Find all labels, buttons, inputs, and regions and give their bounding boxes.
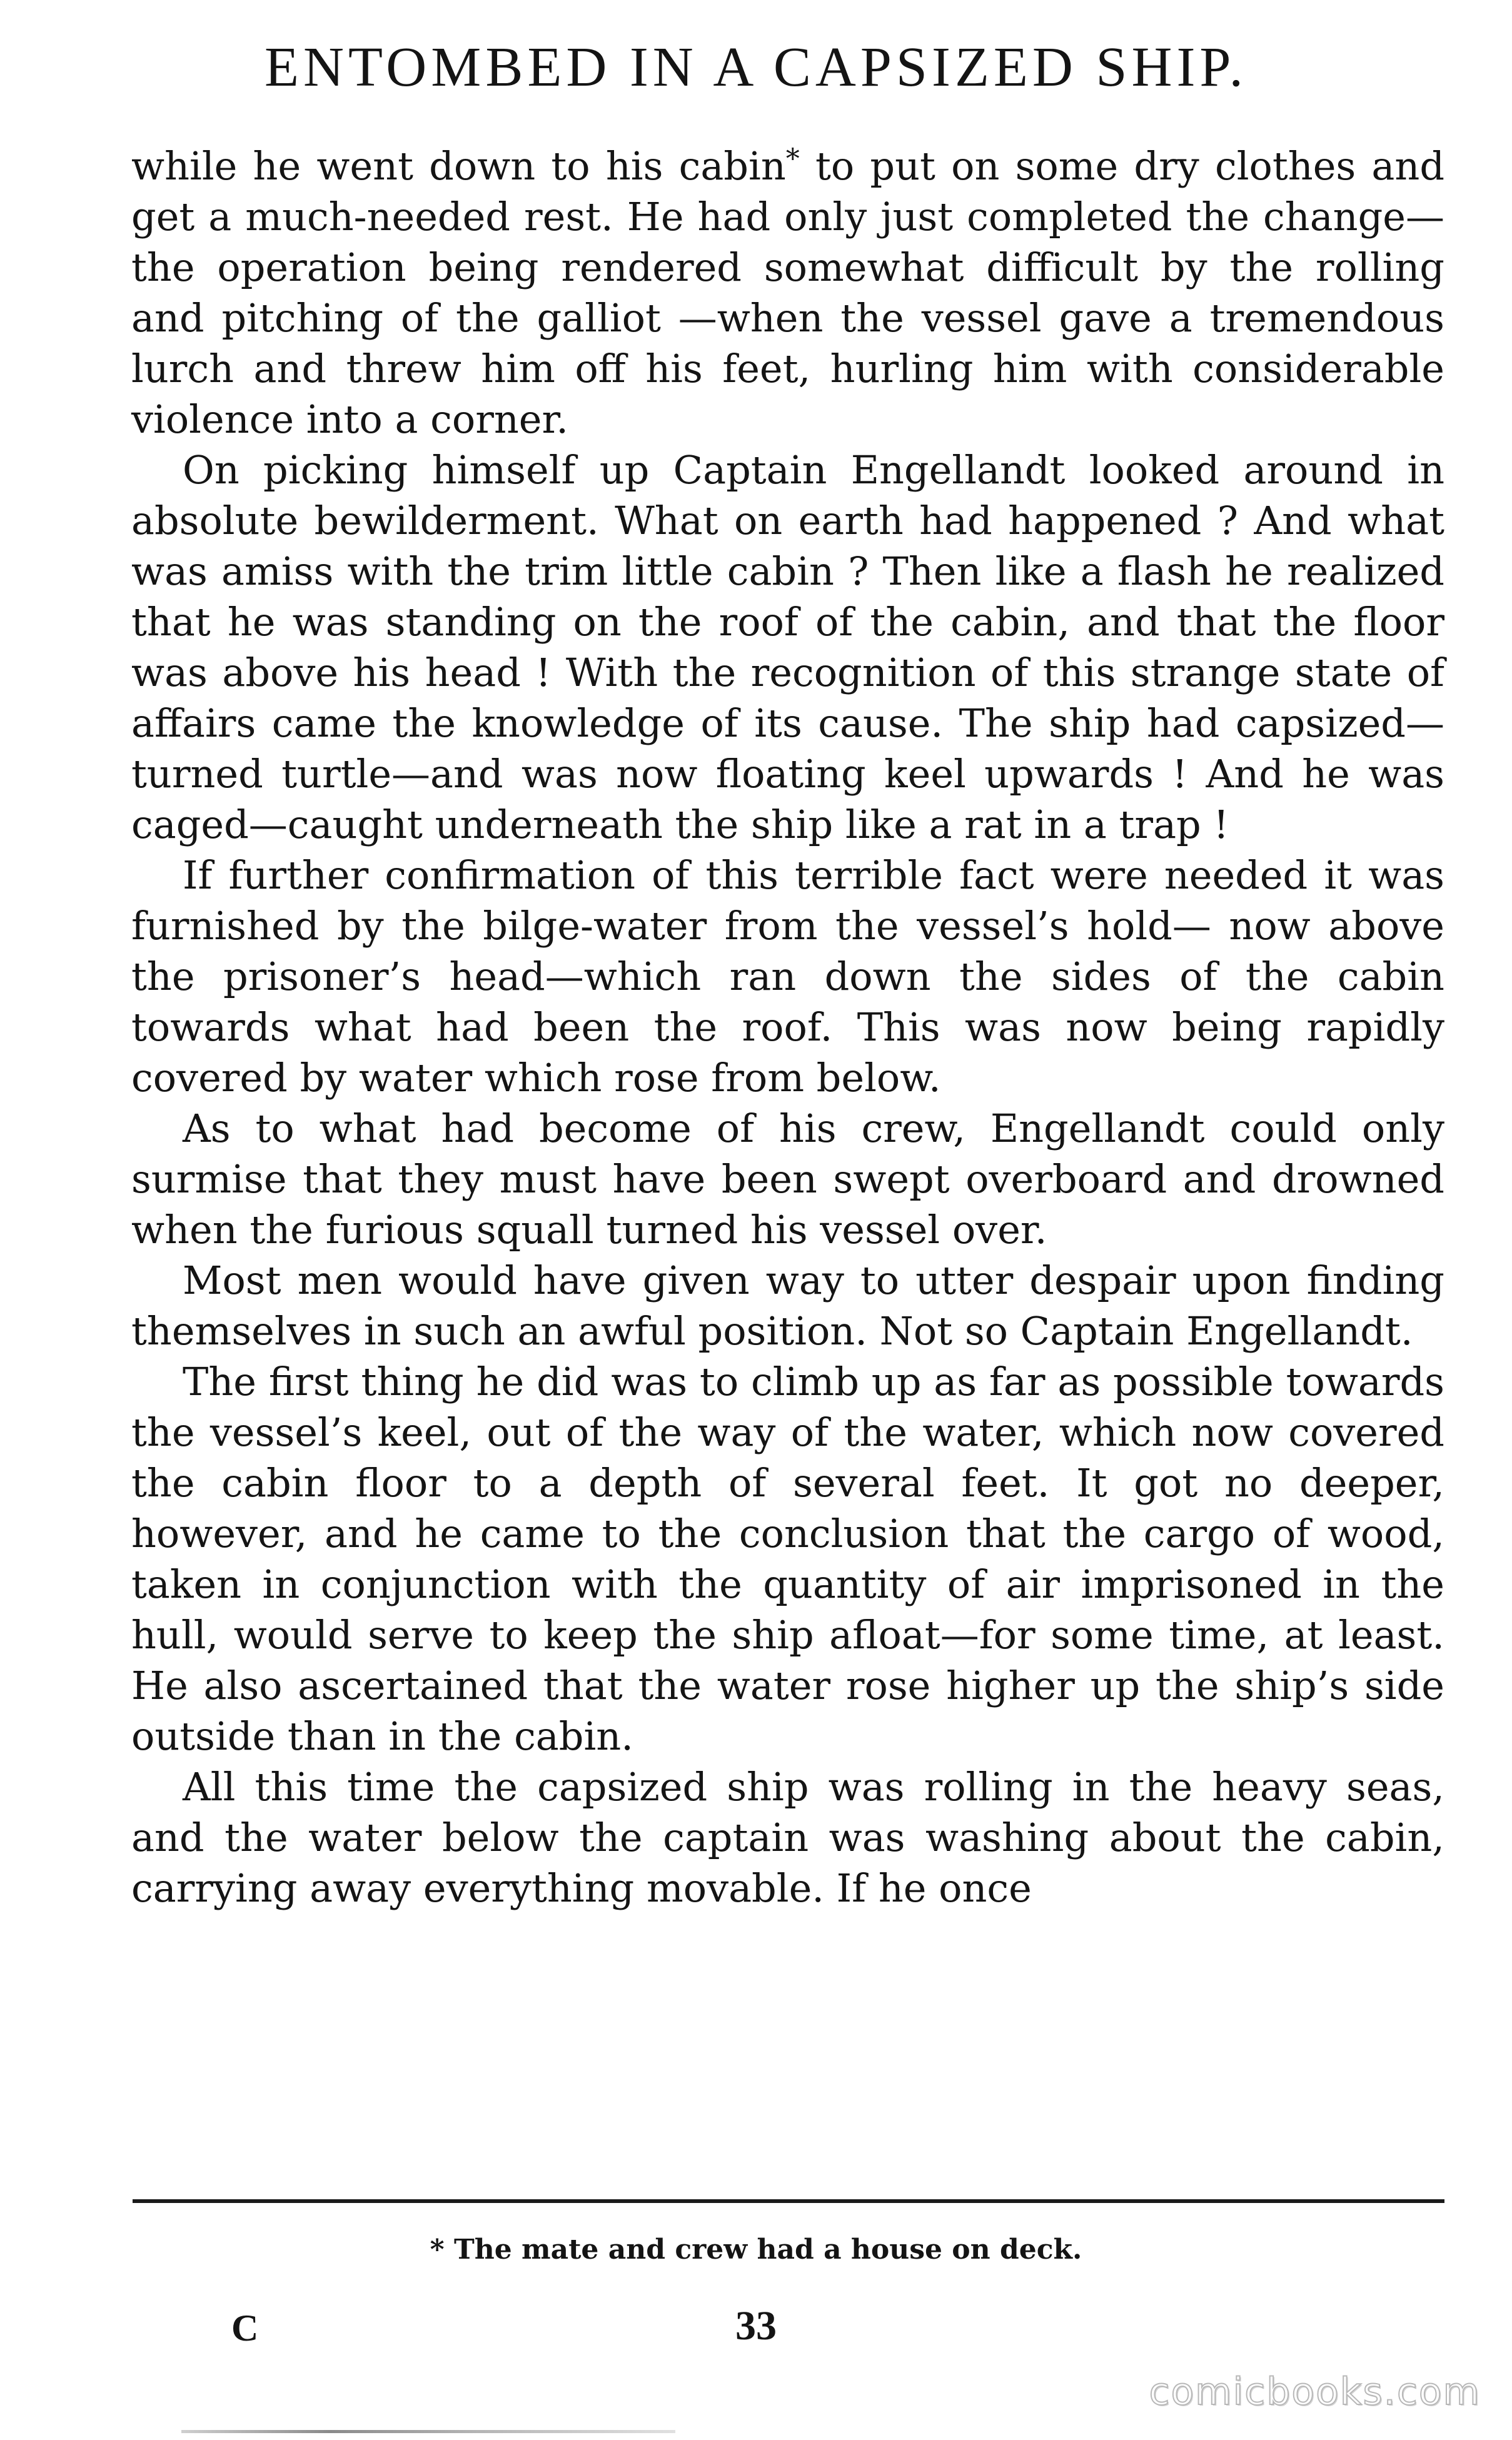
- footnote-reference-marker: *: [785, 143, 800, 175]
- paragraph-7: All this time the capsized ship was rolling in the heavy seas, and the water below the captain was washing about the cabin, carrying away everything movable. If he once: [131, 1764, 1444, 1911]
- watermark-logo: comicbooks.com: [1149, 2370, 1481, 2414]
- page-number: 33: [735, 2303, 777, 2349]
- footnote-divider: [133, 2199, 1444, 2203]
- footnote: * The mate and crew had a house on deck.: [430, 2234, 1082, 2266]
- page-title: ENTOMBED IN A CAPSIZED SHIP.: [264, 36, 1247, 98]
- paragraph-4: As to what had become of his crew, Engellandt could only surmise that they must have been swept overboard and drowned when the furious squall turned his vessel over.: [131, 1106, 1444, 1253]
- article-body: [131, 141, 1444, 1913]
- paragraph-1: [131, 141, 1444, 445]
- paragraph-5: Most men would have given way to utter despair upon finding themselves in such an awful position. Not so Captain Engellandt.: [131, 1258, 1444, 1354]
- signature-mark: C: [231, 2307, 259, 2349]
- paragraph-1-text-end: to put on some dry clothes and get a much-needed rest. He had only just completed the change—the operation being rendered somewhat difficult by the rolling and pitching of the galliot —when the vessel gave a tremendous lurch and threw him off his feet, hurling him with considerable violence into a corner.: [131, 143, 1445, 442]
- paragraph-1-text-start: while he went down to his cabin: [131, 143, 786, 189]
- paragraph-2: On picking himself up Captain Engellandt looked around in absolute bewilderment. What on earth had happened ? And what was amiss with the trim little cabin ? Then like a flash he realized that he was standing on the roof of the cabin, and that the floor was above his head ! With the recognition of this strange state of affairs came the knowledge of its cause. The ship had capsized—turned turtle—and was now floating keel upwards ! And he was caged—caught underneath the ship like a rat in a trap !: [131, 447, 1444, 847]
- paragraph-3: If further confirmation of this terrible fact were needed it was furnished by the bilge-water from the vessel’s hold— now above the prisoner’s head—which ran down the sides of the cabin towards what had been the roof. This was now being rapidly covered by water which rose from below.: [131, 852, 1444, 1101]
- paragraph-6: The first thing he did was to climb up as far as possible towards the vessel’s keel, out of the way of the water, which now covered the cabin floor to a depth of several feet. It got no deeper, however, and he came to the conclusion that the cargo of wood, taken in conjunction with the quantity of air imprisoned in the hull, would serve to keep the ship afloat—for some time, at least. He also ascertained that the water rose higher up the ship’s side outside than in the cabin.: [131, 1359, 1444, 1759]
- scan-edge-artifact: [181, 2430, 675, 2433]
